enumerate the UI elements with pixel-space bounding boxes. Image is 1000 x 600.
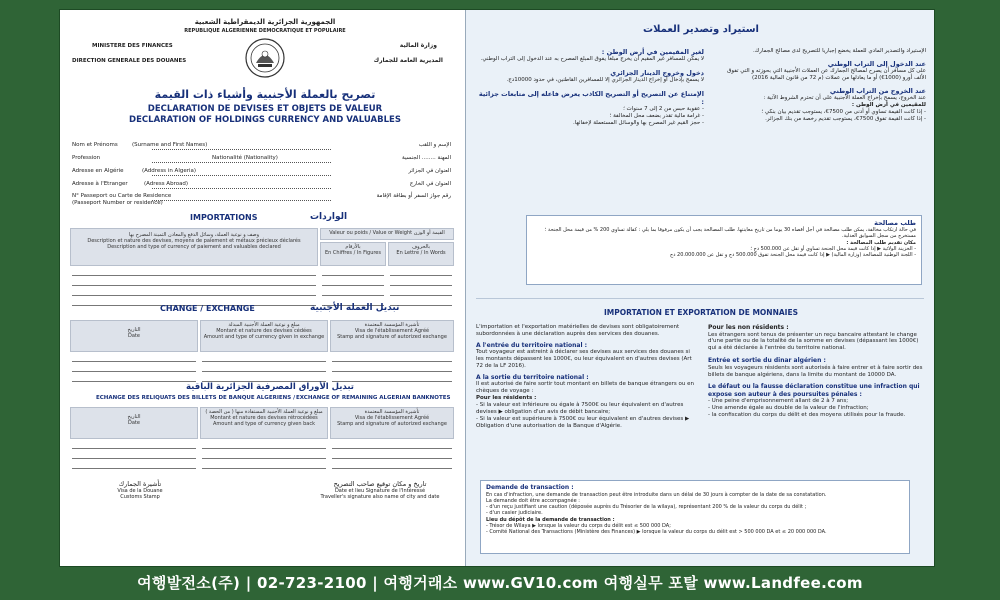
customs-stamp-block: تأشيرة الجمارك Visa de la Douane Customs Stamp [117,480,163,501]
ministry-french: MINISTERE DES FINANCES [92,43,173,49]
dg-french: DIRECTION GENERALE DES DOUANES [72,58,187,64]
banknotes-col-date: التاريخ Date [70,407,198,439]
change-col-amount: مبلغ و نوعية العملة الأجنبية المبدلة Montant et nature des devises cédées Amount and type of currency given in exchange [200,320,328,352]
settlement-box-arabic: طلب مصالحة في حالة ارتكاب مخالفة، يمكن طلب مصالحة في أجل أقصاه 30 يوما من تاريخ معاينتها. طلب المصالحة يجب أن يكون مرفوقا بما يلي : كفالة تساوي 200 % من قيمة محل الجنحة ؛ مستخرج من سجل السوابق العدلية. مكان تقديم طلب المصالحة : - الخزينة الولائية ▶ إذا كانت قيمة محل الجنحة تساوي أو تقل عن 500.000 دج ؛ - اللجنة الوطنية للمصالحة (وزارة المالية) ▶ إذا كانت قيمة محل الجنحة تفوق 500.000 دج و تقل عن 20.000.000 دج [526,215,922,285]
field-name[interactable]: Nom et Prénoms (Surname and First Names) الإسم و اللقب [72,142,451,148]
information-panel [466,10,934,566]
banknotes-col-stamp: تأشيرة المؤسسة المعتمدة Visa de l'établissement Agréé Stamp and signature of autorized exchange [330,407,454,439]
form-title-arabic: تصريح بالعملة الأجنبية وأشياء ذات القيمة [154,88,376,101]
field-profession[interactable]: Profession Nationalité (Nationality) المهنة ........ الجنسية [72,155,451,161]
republic-arabic: الجمهورية الجزائرية الديمقراطية الشعبية [194,18,336,26]
ministry-arabic: وزارة المالية [399,42,437,49]
arabic-col-left: لغير المقيمين في أرض الوطن : لا يمكن للمسافر غير المقيم أن يخرج مبلغا يفوق المبلغ المصرح به عند الدخول إلى التراب الوطني. دخول وخروج الدينار الجزائري لا يسمح بإدخال أو إخراج الدينار الجزائري إلا للمسافرين القاطنين، في حدود 10000دج. الإمتناع عن التصريح أو التصريح الكاذب يعرض فاعله إلى متابعات جزائية : - عقوبة حبس من 2 إلى 7 سنوات ؛ - غرامة مالية تقدر بضعف محل المخالفة ؛ - حجز القيم غير المصرح بها والوسائل المستعملة لإخفائها. [478,48,704,126]
signature-block: تاريخ و مكان توقيع صاحب التصريح Date et lieu Signature de l'Intéressé Traveller's signature also name of city and date [320,480,440,501]
republic-french: REPUBLIQUE ALGERIENNE DEMOCRATIQUE ET POPULAIRE [184,28,346,34]
banknotes-title-arabic: تبديل الأوراق المصرفية الجزائرية الباقية [186,382,354,392]
form-title-french: DECLARATION DE DEVISES ET OBJETS DE VALEUR [147,104,383,114]
change-lines-stamp[interactable] [332,352,452,382]
arabic-col-right: الإستيراد والتصدير المادي للعملة يخضع إجباريا للتصريح لدى مصالح الجمارك. عند الدخول إلى التراب الوطني على كل مسافر أن يصرح لمصالح الجمارك عن العملات الأجنبية التي بحوزته و التي تفوق الألف أورو (1000€) أو ما يعادلها من عملات (م 72 من قانون المالية 2016) عند الخروج من التراب الوطني عند الخروج، يسمح بإخراج العملة الأجنبية على أن تحترم الشروط الآتية : للمقيمين في أرض الوطن : - إذا كانت القيمة تساوي أو أدنى من 7500€، يستوجب تقديم بيان بنكي ؛ - إذا كانت القيمة تفوق 7500€، يستوجب تقديم رخصة من بنك الجزائر. [727,48,926,122]
emblem-seal [244,37,286,79]
imports-col-figures: بالأرقام En Chiffres / In Figures [320,242,386,266]
imports-lines-figures[interactable] [322,266,384,306]
dg-arabic: المديرية العامة للجمارك [373,57,443,64]
field-address-algeria[interactable]: Adresse en Algérie (Address in Algeria) العنوان في الجزائر [72,168,451,174]
banknotes-lines-stamp[interactable] [332,439,452,469]
form-title-english: DECLARATION OF HOLDINGS CURRENCY AND VALUABLES [129,115,401,125]
banknotes-title-english: EXCHANGE OF REMAINING ALGERIAN BANKNOTES [296,395,451,401]
change-col-date: التاريخ Date [70,320,198,352]
field-address-abroad[interactable]: Adresse à l'Etranger (Adress Abroad) العنوان في الخارج [72,181,451,187]
change-lines-amount[interactable] [202,352,326,382]
banknotes-lines-date[interactable] [72,439,196,469]
imports-lines-words[interactable] [390,266,452,306]
banknotes-lines-amount[interactable] [202,439,326,469]
declaration-sheet [60,10,934,566]
change-title-french: CHANGE / EXCHANGE [160,304,255,313]
imports-col-words: بالحروف En Lettre / In Words [388,242,454,266]
field-passport[interactable]: N° Passeport ou Carte de Residence (Passeport Number or residence) رقم جواز السفر أو بطاقة الإقامة [72,193,451,206]
divider [476,298,924,299]
info-title-arabic: استيراد وتصدير العملات [643,24,759,35]
banknotes-col-amount: مبلغ و نوعية العملة الأجنبية المستفادة منها ( من الحصة ) Montant et nature des devises rétrocédées Amount and type of currency given back [200,407,328,439]
change-title-arabic: تبديل العملة الأجنبية [310,303,400,313]
imports-col-value: Valeur ou poids / Value or Weight القيمة أو الوزن [320,228,454,240]
change-col-stamp: تأشيرة المؤسسة المعتمدة Visa de l'établissement Agréé Stamp and signature of autorized exchange [330,320,454,352]
banknotes-title-french: ECHANGE DES RELIQUATS DES BILLETS DE BANQUE ALGERIENS / [96,395,296,401]
french-col-right: Pour les non résidents : Les étrangers sont tenus de présenter un reçu bancaire attestant le change d'une partie ou de la totalité de la somme en devises (dépassant les 1000€) qui a été déclarée à l'entrée du territoire national. Entrée et sortie du dinar algérien : Seuls les voyageurs résidents sont autorisés à faire entrer et à faire sortir des billets de banque algériens, dans la limite du montant de 10000 DA. Le défaut ou la fausse déclaration constitue une infraction qui expose son auteur à des poursuites pénales : - Une peine d'emprisonnement allant de 2 à 7 ans; - Une amende égale au double de la valeur de l'infraction; - la confiscation du corps du délit et des moyens utilisés pour la fraude. [708,324,923,419]
french-col-left: L'importation et l'exportation matérielles de devises sont obligatoirement subordonnées à une déclaration auprès des services des douanes. A l'entrée du territoire national : Tout voyageur est astreint à déclarer ses devises aux services des douanes si les montants dépassent les 1000€, ou leur équivalent en d'autres devises (Art 72 de la LF 2016). A la sortie du territoire national : Il est autorisé de faire sortir tout montant en billets de banque étrangers ou en chèques de voyage : Pour les résidents : - Si la valeur est inférieure ou égale à 7500€ ou leur équivalent en d'autres devises ▶ obligation d'un avis de débit bancaire; - Si la valeur est supérieure à 7500€ ou leur équivalent en d'autres devises ▶ Obligation d'une autorisation de la Banque d'Algérie. [476,324,694,429]
info-title-french: IMPORTATION ET EXPORTATION DE MONNAIES [604,308,798,317]
imports-col-description: وصف و نوعية العملة، وسائل الدفع والمعادن الثمينة المصرح بها Description et nature des devises, moyens de paiement et métaux précieux déclarés Description and type of currency of paiement and valuables declared [70,228,318,266]
transaction-box-french: Demande de transaction : En cas d'infraction, une demande de transaction peut être introduite dans un délai de 30 jours à compter de la date de sa constatation. La demande doit être accompagnée : - d'un reçu justifiant une caution (déposée auprès du Trésorier de la wilaya), représentant 200 % de la valeur du corps du délit ; - d'un casier judiciaire. Lieu du dépôt de la demande de transaction : - Trésor de Wilaya ▶ lorsque la valeur du corps du délit est ≤ 500 000 DA; - Comité National des Transactions (Ministère des Finances) ▶ lorsque la valeur du corps du délit est > 500 000 DA et ≤ 20 000 000 DA. [480,480,910,554]
change-lines-date[interactable] [72,352,196,382]
footer-banner: 여행발전소(주) | 02-723-2100 | 여행거래소 www.GV10.com 여행실무 포탈 www.Landfee.com [137,574,863,592]
imports-title-arabic: الواردات [310,212,348,222]
imports-lines[interactable] [72,266,316,306]
imports-title-french: IMPORTATIONS [190,213,258,222]
declaration-form [60,10,466,566]
